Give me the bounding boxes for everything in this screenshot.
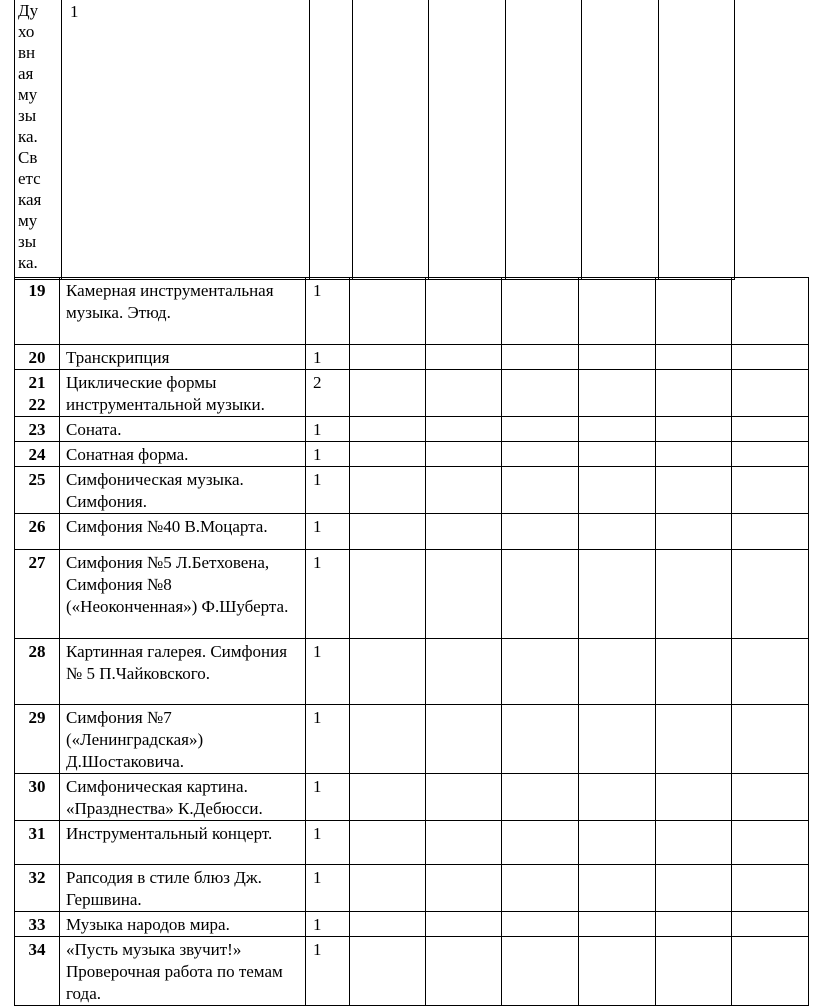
lesson-number: 26 bbox=[15, 514, 60, 550]
topic-line: зы bbox=[18, 106, 37, 125]
empty-cell bbox=[350, 442, 426, 467]
empty-cell bbox=[426, 937, 502, 1006]
lesson-title: Симфоническая музыка. Симфония. bbox=[60, 467, 306, 514]
lesson-hours: 1 bbox=[306, 865, 350, 912]
table-row bbox=[15, 705, 809, 774]
topic-line: Ду bbox=[18, 1, 39, 20]
empty-cell bbox=[502, 912, 579, 937]
lesson-title: Рапсодия в стиле блюз Дж. Гершвина. bbox=[60, 865, 306, 912]
empty-cell bbox=[579, 370, 656, 417]
top-fragment-table bbox=[14, 0, 735, 280]
empty-cell bbox=[350, 467, 426, 514]
empty-cell bbox=[656, 639, 732, 705]
empty-cell bbox=[426, 278, 502, 345]
empty-cell bbox=[426, 705, 502, 774]
empty-cell bbox=[656, 417, 732, 442]
empty-cell bbox=[656, 467, 732, 514]
lesson-title: Симфония №40 В.Моцарта. bbox=[60, 514, 306, 550]
empty-cell bbox=[350, 705, 426, 774]
lesson-hours: 1 bbox=[306, 417, 350, 442]
empty-cell bbox=[429, 0, 506, 280]
empty-cell bbox=[350, 821, 426, 865]
topic-line: вн bbox=[18, 43, 36, 62]
lesson-hours: 1 bbox=[306, 467, 350, 514]
empty-cell bbox=[656, 937, 732, 1006]
lesson-number: 27 bbox=[15, 550, 60, 639]
table-row bbox=[15, 937, 809, 1006]
empty-cell bbox=[426, 514, 502, 550]
lesson-hours: 1 bbox=[306, 937, 350, 1006]
empty-cell bbox=[502, 370, 579, 417]
topic-line: Св bbox=[18, 148, 38, 167]
empty-cell bbox=[656, 278, 732, 345]
table-row bbox=[15, 821, 809, 865]
lesson-title: Соната. bbox=[60, 417, 306, 442]
lesson-number: 34 bbox=[15, 937, 60, 1006]
empty-cell bbox=[502, 774, 579, 821]
hours-cell: 1 bbox=[62, 0, 310, 280]
empty-cell bbox=[732, 467, 809, 514]
topic-line: ая bbox=[18, 64, 34, 83]
empty-cell bbox=[732, 937, 809, 1006]
lesson-number: 28 bbox=[15, 639, 60, 705]
empty-cell bbox=[579, 345, 656, 370]
empty-cell bbox=[579, 774, 656, 821]
lesson-hours: 1 bbox=[306, 705, 350, 774]
lesson-title: Инструментальный концерт. bbox=[60, 821, 306, 865]
lesson-number: 20 bbox=[15, 345, 60, 370]
lesson-hours: 1 bbox=[306, 442, 350, 467]
lessons-table bbox=[14, 277, 809, 1006]
lesson-number: 24 bbox=[15, 442, 60, 467]
empty-cell bbox=[582, 0, 659, 280]
empty-cell bbox=[426, 550, 502, 639]
topic-line: зы bbox=[18, 232, 37, 251]
empty-cell bbox=[732, 370, 809, 417]
topic-line: му bbox=[18, 211, 38, 230]
lesson-number: 25 bbox=[15, 467, 60, 514]
empty-cell bbox=[502, 550, 579, 639]
lesson-title: Музыка народов мира. bbox=[60, 912, 306, 937]
empty-cell bbox=[502, 278, 579, 345]
empty-cell bbox=[732, 417, 809, 442]
empty-cell bbox=[350, 278, 426, 345]
lesson-hours: 1 bbox=[306, 912, 350, 937]
empty-cell bbox=[732, 514, 809, 550]
empty-cell bbox=[426, 417, 502, 442]
empty-cell bbox=[656, 345, 732, 370]
empty-cell bbox=[732, 774, 809, 821]
table-row bbox=[15, 774, 809, 821]
empty-cell bbox=[426, 442, 502, 467]
empty-cell bbox=[350, 417, 426, 442]
table-row bbox=[15, 514, 809, 550]
lesson-hours: 2 bbox=[306, 370, 350, 417]
empty-cell bbox=[732, 442, 809, 467]
empty-cell bbox=[579, 937, 656, 1006]
table-row bbox=[15, 345, 809, 370]
empty-cell bbox=[656, 865, 732, 912]
empty-cell bbox=[502, 821, 579, 865]
table-row bbox=[15, 417, 809, 442]
empty-cell bbox=[656, 912, 732, 937]
lesson-hours: 1 bbox=[306, 278, 350, 345]
table-row bbox=[15, 550, 809, 639]
empty-cell bbox=[732, 639, 809, 705]
table-row bbox=[15, 912, 809, 937]
lesson-title: Симфония №7 («Ленинградская») Д.Шостаковича. bbox=[60, 705, 306, 774]
table-row bbox=[15, 865, 809, 912]
empty-cell bbox=[579, 705, 656, 774]
empty-cell bbox=[502, 705, 579, 774]
empty-cell bbox=[656, 514, 732, 550]
empty-cell bbox=[426, 370, 502, 417]
lesson-number: 33 bbox=[15, 912, 60, 937]
empty-cell bbox=[426, 912, 502, 937]
empty-cell bbox=[579, 639, 656, 705]
topic-line: ка. bbox=[18, 127, 38, 146]
topic-line: му bbox=[18, 85, 38, 104]
empty-cell bbox=[310, 0, 353, 280]
lesson-number: 32 bbox=[15, 865, 60, 912]
empty-cell bbox=[350, 912, 426, 937]
table-row bbox=[15, 639, 809, 705]
table-row bbox=[15, 442, 809, 467]
empty-cell bbox=[732, 550, 809, 639]
empty-cell bbox=[656, 442, 732, 467]
empty-cell bbox=[656, 705, 732, 774]
empty-cell bbox=[350, 345, 426, 370]
empty-cell bbox=[350, 514, 426, 550]
empty-cell bbox=[502, 639, 579, 705]
lesson-title: Камерная инструментальная музыка. Этюд. bbox=[60, 278, 306, 345]
empty-cell bbox=[732, 821, 809, 865]
empty-cell bbox=[502, 467, 579, 514]
lesson-title: Транскрипция bbox=[60, 345, 306, 370]
topic-line: етс bbox=[18, 169, 41, 188]
empty-cell bbox=[656, 774, 732, 821]
empty-cell bbox=[502, 442, 579, 467]
lesson-number: 30 bbox=[15, 774, 60, 821]
empty-cell bbox=[732, 865, 809, 912]
empty-cell bbox=[579, 442, 656, 467]
empty-cell bbox=[579, 417, 656, 442]
lesson-number: 23 bbox=[15, 417, 60, 442]
lesson-number: 31 bbox=[15, 821, 60, 865]
empty-cell bbox=[350, 550, 426, 639]
empty-cell bbox=[579, 550, 656, 639]
topic-cell bbox=[15, 0, 62, 280]
lesson-hours: 1 bbox=[306, 514, 350, 550]
empty-cell bbox=[579, 278, 656, 345]
lesson-title: Симфоническая картина. «Празднества» К.Дебюсси. bbox=[60, 774, 306, 821]
lesson-number: 29 bbox=[15, 705, 60, 774]
table-row bbox=[15, 467, 809, 514]
empty-cell bbox=[732, 345, 809, 370]
top-fragment-row bbox=[15, 0, 735, 280]
lesson-number: 19 bbox=[15, 278, 60, 345]
table-row bbox=[15, 278, 809, 345]
lesson-hours: 1 bbox=[306, 774, 350, 821]
empty-cell bbox=[579, 467, 656, 514]
empty-cell bbox=[426, 467, 502, 514]
empty-cell bbox=[350, 370, 426, 417]
empty-cell bbox=[659, 0, 735, 280]
empty-cell bbox=[350, 774, 426, 821]
lesson-hours: 1 bbox=[306, 821, 350, 865]
empty-cell bbox=[350, 865, 426, 912]
empty-cell bbox=[656, 550, 732, 639]
empty-cell bbox=[502, 417, 579, 442]
empty-cell bbox=[353, 0, 429, 280]
empty-cell bbox=[502, 345, 579, 370]
empty-cell bbox=[426, 774, 502, 821]
empty-cell bbox=[426, 821, 502, 865]
empty-cell bbox=[502, 514, 579, 550]
empty-cell bbox=[656, 370, 732, 417]
topic-line: хо bbox=[18, 22, 35, 41]
empty-cell bbox=[579, 865, 656, 912]
lesson-hours: 1 bbox=[306, 639, 350, 705]
lesson-title: «Пусть музыка звучит!» Проверочная работа по темам года. bbox=[60, 937, 306, 1006]
lesson-hours: 1 bbox=[306, 550, 350, 639]
empty-cell bbox=[502, 937, 579, 1006]
topic-line: ка. bbox=[18, 253, 38, 272]
lesson-number: 21 22 bbox=[15, 370, 60, 417]
empty-cell bbox=[426, 639, 502, 705]
empty-cell bbox=[656, 821, 732, 865]
empty-cell bbox=[350, 937, 426, 1006]
lesson-title: Циклические формы инструментальной музыки. bbox=[60, 370, 306, 417]
lesson-title: Сонатная форма. bbox=[60, 442, 306, 467]
lesson-title: Картинная галерея. Симфония № 5 П.Чайковского. bbox=[60, 639, 306, 705]
topic-line: кая bbox=[18, 190, 42, 209]
empty-cell bbox=[506, 0, 582, 280]
empty-cell bbox=[502, 865, 579, 912]
empty-cell bbox=[579, 514, 656, 550]
empty-cell bbox=[426, 345, 502, 370]
empty-cell bbox=[732, 278, 809, 345]
empty-cell bbox=[579, 821, 656, 865]
table-row bbox=[15, 370, 809, 417]
lesson-title: Симфония №5 Л.Бетховена, Симфония №8 («Неоконченная») Ф.Шуберта. bbox=[60, 550, 306, 639]
empty-cell bbox=[426, 865, 502, 912]
empty-cell bbox=[350, 639, 426, 705]
empty-cell bbox=[732, 912, 809, 937]
empty-cell bbox=[579, 912, 656, 937]
empty-cell bbox=[732, 705, 809, 774]
lesson-hours: 1 bbox=[306, 345, 350, 370]
